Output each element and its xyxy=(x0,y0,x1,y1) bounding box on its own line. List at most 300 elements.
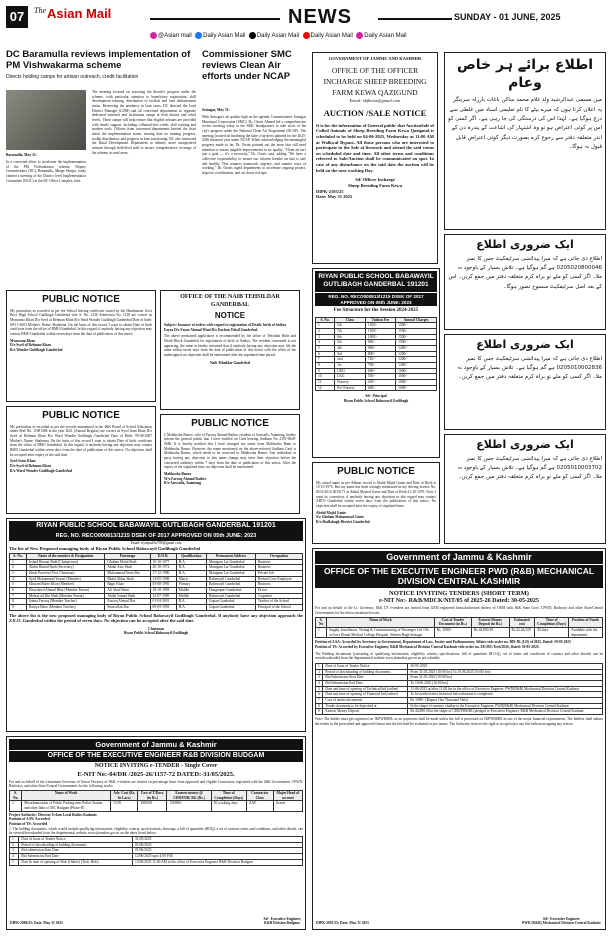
table-cell: 10-10-1977 xyxy=(150,559,176,565)
applicant-name: Abdul Majid Ganie xyxy=(316,510,346,515)
column-header: Name of the member & Designation xyxy=(26,554,104,560)
table-cell: Date and time of opening of Financial bid (online) xyxy=(323,692,408,698)
enit-number: E-NIT No:-04/DR /2025-26/1157-72 DATED:-31/05/2025. xyxy=(77,770,235,778)
table-cell: Period of downloading of bidding documents xyxy=(323,669,408,675)
story-body: The meeting focused on assessing the district's progress under the scheme, with particular attention to beneficiary registration, skill development training, distribution of toolkits and loan disbursement status. Reviewing the pendency in loan cases, DC directed the Lead District Manager (LDM) and all concerned departments to organize dedicated outreach and facilitation camps at both district and tehsil levels. These camps will help ensure that eligible artisans are provided with timely support, including collateral-free credit, skill training and modern tools. Officers from concerned departments briefed the chair about the implementation status, sharing data on training progress, toolkit distribution, and progress in loan sanctioning. DC also instructed the Rural Development Department to identify more unregistered artisans through field-level staff to ensure comprehensive coverage of the scheme in rural areas. xyxy=(92,90,196,155)
table-cell: 12/06/2025 upto 4:00 P.M. xyxy=(133,854,303,860)
notice-title: AUCTION /SALE NOTICE xyxy=(323,108,427,118)
table-cell: Date and time of opening of Technical bid (online) xyxy=(323,686,408,692)
table-row xyxy=(316,709,603,715)
table-cell: Pre-Nursery xyxy=(335,385,366,391)
table-cell: Date & time of opening of Bids (Online) (Tech. Bids) xyxy=(19,859,133,865)
table-cell: 05-08-1995 xyxy=(150,582,176,588)
aay-position: Position of AAY: Accorded xyxy=(9,817,50,822)
column-header: Time of Completion (Days) xyxy=(535,617,569,627)
column-header: Earnest money @ CDR/FDR/ BG (Rs.) xyxy=(167,791,211,801)
table-cell: Mehraj ud Din Shah (Member Parent) xyxy=(26,593,104,599)
budgam-tender-notice xyxy=(6,736,306,930)
notice-body: My particulars as recorded as per the School leaving certificate issued by the Headmaster Govt Boys High School Gutlibagh Ganderbal vide S. No. 1236 Admission No. 1128 are correct as Mymoona Khan D/o Syed ul Rehman Khan R/o Ward Wonder Gutlibagh Ganderbal Date of birth: 08-11-2003 Mother's Name: Shaheena. On the basis of this record I want to obtain Date of birth certificate from the office of BMO Ganderbal. In this regard, if anybody having any objection may contact BMO Ganderbal within seven days from the date of publication of this notice. xyxy=(10,308,152,336)
column-header: Estimated cost xyxy=(509,617,535,627)
urdu-body: میں مسمی عبدالرشید ولد غلام محمد ساکن باغات بارزلہ سرینگر یہ اعلان کرتا ہوں کہ میرے بیٹے کا نام تعلیمی اسناد میں غلطی سے درج ہوگیا ہے۔ لہٰذا اس کی درستگی کی جا رہی ہے۔ اگر کسی کو اس پر کوئی اعتراض ہو تو وہ اشتہار کی اشاعت کے پندرہ دن کے اندر متعلقہ دفتر سے رجوع کرے بصورت دیگر کوئی اعتراض قابل قبول نہ ہوگا۔ xyxy=(448,97,602,151)
youtube-icon xyxy=(303,32,310,39)
table-cell: Syed Mohammad Yousuf (Member) xyxy=(26,576,104,582)
table-cell: 1500/- xyxy=(396,323,437,329)
masthead xyxy=(0,0,610,46)
table-cell: 01-04-2001 xyxy=(150,599,176,605)
table-header-row xyxy=(316,617,603,627)
school-email: Email: riyanpublic786@gmail.com xyxy=(130,540,182,545)
table-cell: Bagir Khan xyxy=(105,582,150,588)
table-cell: H.A. xyxy=(176,605,206,611)
column-header: Position of Funds xyxy=(569,617,603,627)
table-cell: 4th xyxy=(335,345,366,351)
table-cell: Earnest Money Deposit xyxy=(323,709,408,715)
applicant-relation: D/o Syed ul Rehman Khan xyxy=(10,463,51,468)
table-cell: Private Job xyxy=(255,571,302,577)
column-header: Adv. Cost (Rs. In Lacs) xyxy=(110,791,137,801)
instagram-icon xyxy=(150,32,157,39)
table-cell: 5 xyxy=(316,345,335,351)
office-name: OFFICE OF THE NAIB TEHSILDAR GANDERBAL xyxy=(180,294,280,308)
table-cell: 8 xyxy=(10,599,27,605)
column-header: Parentage xyxy=(105,554,150,560)
ts-position: Position of TS: Accorded xyxy=(9,822,48,827)
table-cell: 1500/- xyxy=(396,334,437,340)
table-row xyxy=(10,859,303,865)
story-dc-baramulla xyxy=(6,50,196,280)
urdu-notice xyxy=(444,434,606,544)
mech-tender-notice xyxy=(312,548,606,930)
dipk-number: DIPK-2103/25 xyxy=(316,188,344,194)
table-cell: Principal of the School xyxy=(255,605,302,611)
applicant-address: R/o Ward Wonder Gutlibagh Ganderbal xyxy=(10,468,73,473)
urdu-body: اطلاع دی جاتی ہے کہ میرا پیدائشی سرٹیفکیٹ جس کا نمبر 0205010002836 ہے گم ہوگیا ہے۔ تلاش بسیار کے باوجود نہ ملا۔ اگر کسی کو ملے تو براہ کرم متعلقہ دفتر میں جمع کریں۔ xyxy=(457,355,602,381)
table-row xyxy=(316,627,603,637)
table-cell: 3 xyxy=(10,848,19,854)
table-row xyxy=(10,576,303,582)
table-cell: 3 xyxy=(10,571,27,577)
enit-number: e-NIT No:- R&B/MDCK/NIT/05 of 2025-26 Dated: 30-05-2025 xyxy=(379,597,539,604)
urdu-notice xyxy=(444,334,606,430)
nit-title: NOTICE INVITING e-TENDER - Single Cover xyxy=(94,763,218,770)
column-header: Cost of Tender Document (in Rs.) xyxy=(434,617,471,627)
table-cell: 6 xyxy=(316,351,335,357)
signature: Sd/- Principal xyxy=(365,394,387,399)
table-cell: 11-06-2025 at/after 11:00 hrs in the office of Executive Engineer, PWD(R&B) Mechanical Division Central Kashmir xyxy=(408,686,603,692)
table-cell: To 10.06.2025 (16:00 hrs) xyxy=(408,680,603,686)
notice-date: Date: May 31 2025 xyxy=(316,194,353,200)
table-cell: Bid Submission End Date xyxy=(323,680,408,686)
school-name: RIYAN PUBLIC SCHOOL BABAWAYIL GUTLIBAGH GANDERBAL 191201 xyxy=(315,271,437,292)
govt-header: Government of Jammu & Kashmir xyxy=(9,739,303,750)
ts-position: Position of TS: Accorded by Executive Engineer, R&B Mechanical Division Central Kashmir vide order no. EE/MC/Tech/2026, Dated: 30-05-2025. xyxy=(315,644,540,649)
office-name: OFFICE OF THE EXECUTIVE ENGINEER R&B DIVISION BUDGAM xyxy=(9,751,303,762)
applicant-name: Mahbooba Banoo xyxy=(164,471,192,476)
table-cell: Grants xyxy=(273,801,302,811)
signature xyxy=(522,917,601,926)
table-cell: 01/06/2025 xyxy=(133,842,303,848)
table-cell: Business xyxy=(255,582,302,588)
table-cell: 1 xyxy=(10,559,27,565)
list-title: The list of New Proposed managing body of Riyan Public School Babawayil Gutlibagh Ganderbal xyxy=(9,546,201,552)
table-cell: 450/- xyxy=(365,379,395,385)
facebook-icon xyxy=(195,32,202,39)
column-header: Name of Work xyxy=(22,791,111,801)
table-cell: 4 xyxy=(10,854,19,860)
column-header: Major Head of account xyxy=(273,791,302,801)
table-cell: Abdul Samad Shah xyxy=(105,593,150,599)
notice-title: PUBLIC NOTICE xyxy=(42,410,120,421)
table-cell: Babawayil Ganderbal xyxy=(207,593,256,599)
issue-date: SUNDAY - 01 JUNE, 2025 xyxy=(454,12,561,22)
table-cell: Babawayil Ganderbal xyxy=(207,576,256,582)
notice-subject: Subject: Issuance of orders with regard to registration of Death/ birth of Sadiya Fayaz D/o Fayaz Ahmad Wani R/o Kachan Tehsil Ganderbal. xyxy=(164,323,287,332)
masthead-rule xyxy=(378,18,452,20)
table-cell: 5 xyxy=(10,859,19,865)
table-cell: 13/06/2025 11:00 AM in the office of Executive Engineer R&B Division Budgam xyxy=(133,859,303,865)
table-cell: 8 xyxy=(316,362,335,368)
table-row xyxy=(316,686,603,692)
table-cell: 09-09-1993 xyxy=(150,605,176,611)
table-cell: 7 xyxy=(10,593,27,599)
table-cell: Date of Issue of Tender Notice xyxy=(323,663,408,669)
school-managing-body-notice xyxy=(6,518,306,732)
signature-title: Sd/- Executive Engineer, xyxy=(263,916,301,921)
table-cell: Sona ullah Dar xyxy=(105,605,150,611)
table-row xyxy=(10,605,303,611)
table-cell: 18-10-1993 xyxy=(150,588,176,594)
table-cell: 900/- xyxy=(365,345,395,351)
public-notice xyxy=(6,290,156,402)
table-cell: Dungerpuri Ganderbal xyxy=(207,588,256,594)
notice-title: PUBLIC NOTICE xyxy=(42,294,120,305)
table-cell: 9 xyxy=(316,709,323,715)
table-cell: 1 xyxy=(10,837,19,843)
social-item[interactable]: @Asian mail xyxy=(150,33,192,39)
story-body: In a concerted effort to accelerate the implementation of the PM Vishwakarma scheme, Deputy Commissioner (DC), Baramulla, Minga Sherpa, today chaired a meeting of the District level Implementation Committee (DLIC) at the DC Office Complex, here. xyxy=(6,160,86,183)
schedule-table xyxy=(9,836,303,865)
notice-title: PUBLIC NOTICE xyxy=(337,466,415,477)
table-row xyxy=(10,801,303,811)
tehsil-notice xyxy=(160,290,300,410)
table-cell: Abdul Hamid Shah (Secretary) xyxy=(26,565,104,571)
table-cell: Mohammad Amin Dar xyxy=(105,571,150,577)
table-cell: 2 xyxy=(316,669,323,675)
column-header: Cost of T/Docs. (in Rs.) xyxy=(138,791,167,801)
table-cell: 2 xyxy=(10,565,27,571)
table-cell: UKG xyxy=(335,368,366,374)
instagram-icon xyxy=(356,32,363,39)
logo-word2: Asian Mail xyxy=(47,6,112,21)
column-header: Occupation xyxy=(255,554,302,560)
social-item[interactable]: Daily Asian Mail xyxy=(249,33,299,39)
list-footer: The above list is the new proposed managing body of Riyan Public School Babawayil Gutlibagh Ganderbal. If anybody have any objection approach the Z.E.O. Ganderbal within the period of seven days. No objection can be accepted after the said date. xyxy=(9,612,303,624)
tender-note: Note: The bidder must get registered on JKPWDMIS, as no payments shall be made unless the bill is processed on JKPWDMIS as one of the major financial requirements. The bidders shall submit the tender in the prescribed and approved format and the bid shall be evaluated as per norms. The Authority reserves the right to accept/reject any bid without assigning any reason. xyxy=(315,717,603,726)
schedule-table xyxy=(315,663,603,715)
table-row xyxy=(10,571,303,577)
table-cell: 400/- xyxy=(365,385,395,391)
table-cell: 6th xyxy=(335,334,366,340)
dipk-number: DIPK-2086/25; Date: May 31 2025 xyxy=(10,921,63,926)
table-cell: 6 xyxy=(316,692,323,698)
table-cell: 1 xyxy=(316,627,327,637)
table-cell: 11 xyxy=(316,379,335,385)
story-headline: DC Baramulla reviews implementation of PM Vishwakarma scheme xyxy=(6,50,191,71)
story-headline: Commissioner SMC reviews Clean Air efforts under NCAP xyxy=(202,50,292,82)
urdu-title: ایک ضروری اطلاع xyxy=(476,338,574,351)
table-cell: Ali Ahad Wani xyxy=(105,588,150,594)
dates-intro: 1. The bidding documents, which would include qualifying information, eligibility criteria, specifications, drawings, a bill of quantities (BOQ), a set of contract terms and conditions, and other details, can be viewed/downloaded from the departmental website www.jktenders.gov.in on the dates listed below: xyxy=(9,826,303,836)
table-cell: Farooq Ahmad Dar xyxy=(105,599,150,605)
notice-title: NOTICE xyxy=(214,311,246,320)
notice-title: PUBLIC NOTICE xyxy=(191,418,269,429)
table-cell: Ishrat Parveen (Vice Chairman) xyxy=(26,571,104,577)
table-cell: H.A. xyxy=(176,571,206,577)
public-notice xyxy=(160,414,300,514)
table-row xyxy=(10,593,303,599)
table-cell: 7 xyxy=(316,698,323,704)
table-cell: 12-07-1985 xyxy=(150,593,176,599)
table-cell: 1500/- xyxy=(396,340,437,346)
applicant-address: R/o Aarwalla, Anantnag xyxy=(164,481,202,486)
masthead-rule xyxy=(150,18,280,20)
table-cell: 2 xyxy=(10,842,19,848)
table-row xyxy=(316,703,603,709)
notice-body: My actual name as per Adhaar record is Abdul Majid Ganie and Date of Birth is 15-10-1976. But my name has been wrongly mentioned in my driving licence No. JK16 2012 0015171 as Abdul Majeed Ganie and Date of Birth 21-10-1976. Now, I want its correction, if anybody having any objection in this regard may contact ARTO Ganderbal within seven days from the publication of this notice. No objection shall be accepted after the expiry of stipulated time. xyxy=(316,480,436,508)
table-cell: H.A. xyxy=(176,559,206,565)
urdu-notice xyxy=(444,234,606,330)
table-cell: 5th xyxy=(335,340,366,346)
table-cell: Rs. 1000/- xyxy=(434,627,471,637)
school-name: RIYAN PUBLIC SCHOOL BABAWAYIL GUTLIBAGH GANDERBAL 191201 xyxy=(9,521,303,532)
applicant-address: R/o Shallabugh District Ganderbal xyxy=(316,519,370,524)
table-cell: 5th xyxy=(335,323,366,329)
table-cell: Ghulam Mohd Shah xyxy=(105,559,150,565)
table-cell: 600/- xyxy=(365,368,395,374)
table-cell: 72.00 xyxy=(110,801,137,811)
table-cell: 9 xyxy=(10,605,27,611)
table-row xyxy=(10,565,303,571)
applicant-address: R/o Wonder Gutlibagh Ganderbal xyxy=(10,347,63,352)
table-cell: Abdul Aziz Shah xyxy=(105,565,150,571)
notice-body: The above mentioned application is recommended by the office of Tehsildar Birth and Death Block Ganderbal for registration of birth of Sadiya. The resident concerned is not appearing, the same in hereby informed that if anybody having any objection may file the same within seven days from the date of publication of this notice with the office of the undersigned, no objection shall be entertained after the stipulated time period. xyxy=(164,334,296,358)
column-header: D.O.B. xyxy=(150,554,176,560)
column-header: Tuition Fee xyxy=(365,317,395,323)
table-cell: 1000/- xyxy=(396,374,437,380)
social-item[interactable]: Daily Asian Mail xyxy=(356,33,406,39)
signature xyxy=(263,917,301,926)
table-cell: 3rd xyxy=(335,351,366,357)
applicant-name: Mymoona Khan xyxy=(10,338,36,343)
table-cell: Ghulam Rafee Khan (Member) xyxy=(26,582,104,588)
table-cell: 5 xyxy=(10,582,27,588)
table-header-row xyxy=(10,791,303,801)
public-notice xyxy=(312,462,440,544)
table-cell: Rs.44,890.58 xyxy=(472,627,510,637)
story-body: With Srinagar's air quality high on the agenda, Commissioner, Srinagar Municipal Corporation (SMC), Dr. Owais Ahmed led a comprehensive review meeting today at the SMC headquarters to take stock of the city's progress under the National Clean Air Programme (NCAP). The meeting focused on finalizing the slate of projects planned for the 2025-2026 financial year under NCAP. While acknowledging the meaningful progress made so far, Dr. Owais pointed out the areas that still need attention to ensure tangible improvements in air quality. "Clean air isn't just a goal — it's a necessity," Dr. Owais said, adding "We have a collective responsibility to ensure our citizens breathe air that is safe and healthy. This requires teamwork, urgency, and smarter ways of working." Dr. Owais urged departments to accelerate ongoing project, improve coordination, and cut down red tape. xyxy=(202,115,306,176)
signature-office: Sheep Breeding Farm Kewa xyxy=(347,182,403,188)
table-cell: Date of Issue of Tender Notice xyxy=(19,837,133,843)
table-cell: 1st xyxy=(335,362,366,368)
table-cell: Rs 44,890.58 in the shape of CDR/FDR/BG pledged to Executive Engineer, R&B Mechanical Division Central Kashmir xyxy=(408,709,603,715)
table-cell: 1 xyxy=(316,663,323,669)
column-header: S. No. xyxy=(316,317,335,323)
table-cell: 150000/- xyxy=(167,801,211,811)
urdu-notice-main xyxy=(444,52,606,230)
managing-body-table xyxy=(9,553,303,611)
table-cell: 900/- xyxy=(365,340,395,346)
school-registration: REG. NO. RECO000813/1215 DSEK OF 2017 APPROVED ON 05th JUNE: 2023 xyxy=(9,532,303,541)
dateline: Baramulla, May 31: xyxy=(6,153,37,157)
table-row xyxy=(316,385,437,391)
table-cell: To be notified after technical bid evaluation is completed. xyxy=(408,692,603,698)
urdu-title: ایک ضروری اطلاع xyxy=(476,238,574,251)
table-cell: From 31.05.2025 (10:00 hrs) xyxy=(408,675,603,681)
signature: Naib Tehsildar Ganderbal xyxy=(209,360,251,365)
logo xyxy=(34,6,144,30)
table-cell: Rubiya Bano (Member Teacher) xyxy=(26,605,104,611)
bidding-info: The Bidding documents (consisting of qualifying information, eligibility criteria, specifications, bill of quantities (B.O.Q), set of terms and conditions of contract and other details) can be seen/downloaded from the departmental website www.jktenders.gov.in as per schedule. xyxy=(315,651,603,661)
story-photo xyxy=(6,90,86,150)
column-header: Class xyxy=(335,317,366,323)
table-cell: B.A. xyxy=(176,565,206,571)
fee-table xyxy=(315,317,437,392)
table-cell: 3 xyxy=(316,675,323,681)
table-cell: Teacher of the School xyxy=(255,599,302,605)
table-cell: 2 xyxy=(316,328,335,334)
page-number: 07 xyxy=(6,6,28,28)
table-cell: 30 working days xyxy=(211,801,246,811)
column-header: Annual Charges xyxy=(396,317,437,323)
office-email: Email: sbfkewa@gmail.com xyxy=(349,98,401,104)
table-cell: Retired Govt Employee xyxy=(255,576,302,582)
project-authority: Project Authority: Director Urban Local Bodies Kashmir. xyxy=(9,812,98,817)
table-cell: LKG xyxy=(335,374,366,380)
table-cell: Period of downloading of bidding documents xyxy=(19,842,133,848)
table-cell: 45 days xyxy=(535,627,569,637)
table-row xyxy=(10,582,303,588)
table-cell: 1100/- xyxy=(365,323,395,329)
table-row xyxy=(10,559,303,565)
table-cell: Rs 1000/- (Rupees One Thousand Only) xyxy=(408,698,603,704)
table-cell: Gopan Ganderbal xyxy=(207,605,256,611)
table-cell: Supply, Installation, Testing & Commissioning of Passenger Lift 1No at Govt Dental Medical College Hospital, Shireen Bagh Srinagar xyxy=(327,627,435,637)
table-cell: Driver xyxy=(255,588,302,594)
table-cell: 12 xyxy=(316,385,335,391)
section-title: NEWS xyxy=(288,6,352,28)
table-cell: Saima Farooq (Member Teacher) xyxy=(26,599,104,605)
table-cell: 6 xyxy=(10,588,27,594)
table-cell: From 31.05.2025 (10:00 hrs) To 10.06.2025 (16:00 hrs) xyxy=(408,669,603,675)
table-cell: 10 xyxy=(316,374,335,380)
applicant-name: Syed Iram Khan xyxy=(10,459,36,464)
table-cell: AAY xyxy=(246,801,273,811)
table-cell: 1200/- xyxy=(396,362,437,368)
table-cell: 1200/- xyxy=(396,351,437,357)
table-cell: 1200/- xyxy=(396,357,437,363)
table-cell: Mohd Akbar Shah xyxy=(105,576,150,582)
applicant-relation: W/o Farooq Ahmad Rather xyxy=(164,476,207,481)
table-cell: Babawayil Ganderbal xyxy=(207,582,256,588)
table-cell: 800/- xyxy=(365,351,395,357)
table-cell: Bid Submission End Date xyxy=(19,854,133,860)
urdu-title: اطلاع برائے ہر خاص وعام xyxy=(456,57,594,92)
social-bar xyxy=(150,32,605,41)
school-fee-notice xyxy=(312,268,440,458)
table-cell: 1 xyxy=(316,323,335,329)
table-cell: B.A. xyxy=(176,599,206,605)
table-cell: 31/05/2025 xyxy=(133,837,303,843)
tender-intro: For and on behalf of the Lt. Governor, J&K UT e-tenders are invited from GEM registered firms/authorised dealers of OEM with J&K State Govt, CPWD, Railways and other State/Central Governments for the below mentioned work: xyxy=(315,606,603,615)
tender-intro: For and on behalf of the Lieutenant Governor of Union Territory of J&K, e-tenders are invited on percentage basis from approved and eligible Contractors registered with the J&K Government, CPWD, Railways, and other State/Central Governments for the following works: xyxy=(9,779,303,789)
x-icon xyxy=(249,32,256,39)
table-cell: 2nd xyxy=(335,357,366,363)
table-cell: 9 xyxy=(316,368,335,374)
table-cell: Nursery xyxy=(335,379,366,385)
table-cell: 700/- xyxy=(365,362,395,368)
office-name: OFFICE OF THE EXECUTIVE ENGINEER PWD (R&B) MECHANICAL DIVISION CENTRAL KASHMIR xyxy=(315,565,603,587)
column-header: Permanent Address xyxy=(207,554,256,560)
table-cell: 1000/- xyxy=(396,385,437,391)
govt-header: Government of Jammu & Kashmir xyxy=(315,551,603,564)
signature-office: R&B Division Budgam. xyxy=(264,921,301,926)
notice-body: My particulars as recorded as per the records maintained in the J&K Board of School Education under Roll No. 11081386 in the year 2021 (Annual Regular) are correct as Syed Iram Khan D/o Syed ul Rehman Khan R/o Ward Wonder Gutlibagh Ganderbal Date of Birth: 09-08-2007 Mother's Name: Shaheena. On the basis of this record I want to obtain Date of birth certificate from the office of BMO Ganderbal. In this regard, if anybody having any objection may contact BMO Ganderbal within seven days from the date of publication of this notice. No objection shall be accepted after expiry of the said date. xyxy=(10,424,152,457)
table-cell: Matric xyxy=(176,576,206,582)
table-cell: 17-12-1986 xyxy=(150,571,176,577)
table-row xyxy=(10,588,303,594)
signature-title: Sd/- Executive Engineer xyxy=(543,916,580,921)
table-cell: 5 xyxy=(316,686,323,692)
table-cell: 1 xyxy=(10,801,22,811)
signature-office: Riyan Public School Babawayil Gutlibagh xyxy=(343,399,409,403)
table-cell: 1000/- xyxy=(396,368,437,374)
table-cell: Manigam Lar Ganderbal xyxy=(207,565,256,571)
logo-word1: The xyxy=(34,6,46,15)
table-cell: 20-10-1972 xyxy=(150,565,176,571)
applicant-relation: D/o Syed ul Rehman Khan xyxy=(10,343,51,348)
fee-title: Fee Structure for the Session 2024-2025 xyxy=(333,308,419,314)
social-item[interactable]: Daily Asian Mail xyxy=(303,33,353,39)
dateline: Srinagar, May 31: xyxy=(202,108,230,112)
table-cell: Middle xyxy=(176,593,206,599)
table-cell: 8 xyxy=(316,703,323,709)
social-item[interactable]: Daily Asian Mail xyxy=(195,33,245,39)
table-cell: Business xyxy=(255,565,302,571)
column-header: Contractor Class xyxy=(246,791,273,801)
tender-table xyxy=(315,617,603,639)
story-deck: Directs holding camps for artisan outreach, credit facilitation xyxy=(6,73,139,80)
auction-notice xyxy=(312,52,438,264)
column-header: S. No xyxy=(316,617,327,627)
story-smc xyxy=(202,50,306,280)
table-cell: 1100/- xyxy=(365,328,395,334)
column-header: Qualification xyxy=(176,554,206,560)
table-cell: 1000/- xyxy=(365,334,395,340)
table-cell: Macadamization of Public Parking near Police Station and other links of MC Budgam (Phase-II) xyxy=(22,801,111,811)
urdu-body: اطلاع دی جاتی ہے کہ میرا پیدائشی سرٹیفکیٹ جس کا نمبر 0205020800046 ہے گم ہوگیا ہے۔ تلاش بسیار کے باوجود نہ ملا۔ اگر کسی کو ملے تو براہ کرم متعلقہ دفتر میں جمع کریں۔ اس کے بعد اصل سرٹیفکیٹ منسوخ تصور ہوگا۔ xyxy=(448,255,602,290)
table-cell: Carpenter xyxy=(255,593,302,599)
column-header: Earnest Money Deposit (in Rs.) xyxy=(472,617,510,627)
table-cell: 1500/- xyxy=(396,328,437,334)
table-cell: 30-05-2025 xyxy=(408,663,603,669)
signature: Chairman xyxy=(148,626,164,631)
table-row xyxy=(10,599,303,605)
table-cell: 3 xyxy=(316,334,335,340)
notice-body: It is for the information of General public that AuctionSale of Culled Animals of Sheep Breeding Farm Kewa Qazigund is scheduled to be held on 04-06-2025, Wednesday at 11:00 AM at Walkwal Bypass. All those persons who are interested to participate in the Sale of livestock and attend the said venue on scheduled date and time. All other terms and conditions referred to Sale/Auction shall be communicated on spot. In case of any disturbance on the said date the auction will be held on the next working Day. xyxy=(316,122,434,173)
table-cell: In the shape of treasury challan to the Executive Engineer, PWD(R&B) Mechanical Division Central Kashmir xyxy=(408,703,603,709)
table-cell: Gopan Ganderbal xyxy=(207,599,256,605)
applicant-relation: S/o Ghulam Mohammad Ganie xyxy=(316,515,365,520)
